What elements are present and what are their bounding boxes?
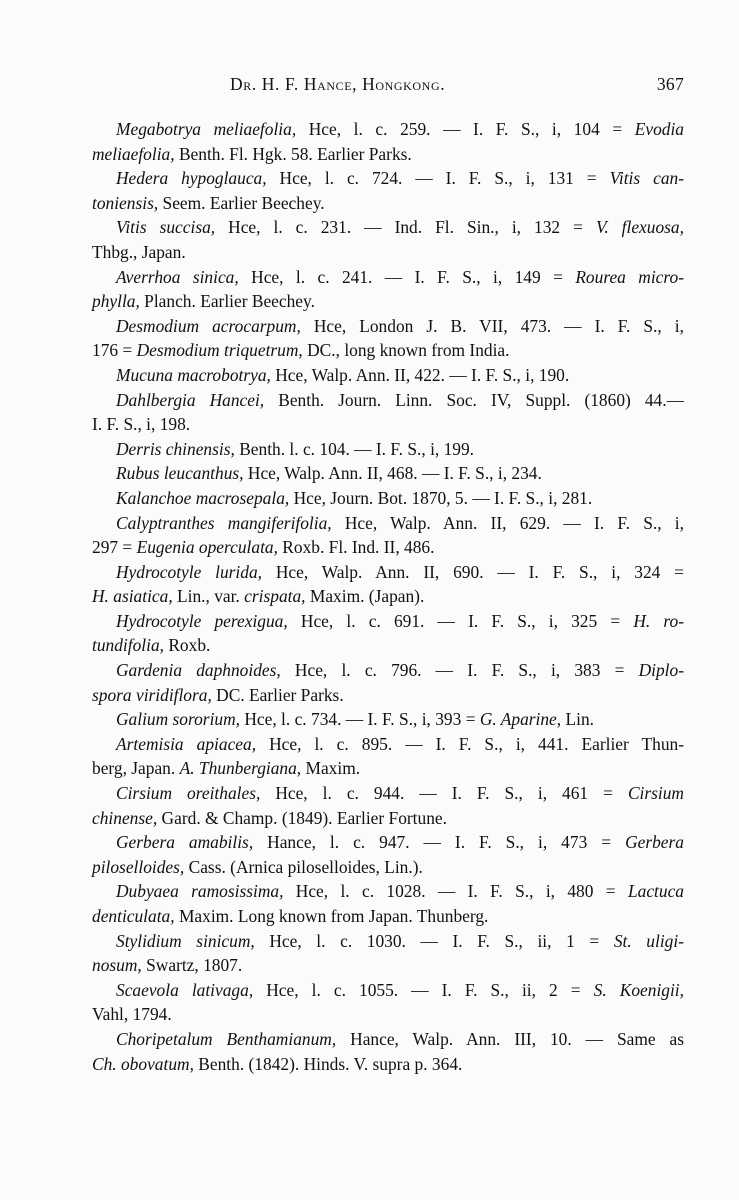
citation-text: Maxim. (Japan). [305, 586, 425, 607]
citation-text: 297 = [92, 537, 137, 558]
citation-text: Roxb. Fl. Ind. II, 486. [277, 537, 435, 558]
taxon-name: Rubus leucanthus, [116, 463, 244, 484]
taxon-name: Gerbera [625, 832, 684, 853]
taxon-name: Dahlbergia Hancei, [116, 389, 265, 410]
text-line [92, 978, 684, 1003]
text-line [92, 633, 684, 658]
text-line [92, 461, 684, 486]
line-content [116, 707, 594, 732]
citation-text: Cass. (Arnica piloselloides, Lin.). [184, 856, 423, 877]
text-line [92, 437, 684, 462]
text-line [92, 904, 684, 929]
taxon-name: H. asiatica, [92, 586, 173, 607]
citation-text: Hce, l. c. 691. — I. F. S., i, 325 = [287, 610, 634, 631]
taxon-name: nosum, [92, 955, 142, 976]
taxon-name: Dubyaea ramosissima, [116, 881, 284, 902]
citation-text: Swartz, 1807. [141, 955, 243, 976]
taxon-name: chinense, [92, 807, 158, 828]
citation-text: Hce, Walp. Ann. II, 629. — I. F. S., i, [331, 512, 684, 533]
text-line [92, 609, 684, 634]
citation-text: DC., long known from India. [302, 340, 510, 361]
taxon-name: Rourea micro- [575, 266, 684, 287]
taxon-name: Derris chinensis, [116, 438, 235, 459]
text-line [92, 584, 684, 609]
text-line [92, 658, 684, 683]
taxon-name: spora viridiflora, [92, 684, 212, 705]
text-line [92, 560, 684, 585]
text-line [92, 314, 684, 339]
text-line [92, 265, 684, 290]
text-line [92, 953, 684, 978]
line-content [116, 978, 684, 1003]
line-content [92, 855, 423, 880]
citation-text: I. F. S., i, 198. [92, 414, 191, 435]
text-line [92, 830, 684, 855]
citation-text: Hce, l. c. 241. — I. F. S., i, 149 = [238, 266, 576, 287]
citation-text: Maxim. Long known from Japan. Thunberg. [174, 906, 489, 926]
citation-text: 176 = [92, 340, 137, 361]
line-content [116, 437, 474, 462]
line-content [92, 953, 242, 978]
text-line [92, 756, 684, 781]
running-title: Dr. H. F. Hance, Hongkong. [230, 74, 446, 94]
taxon-name: Evodia [634, 119, 684, 139]
taxon-name: denticulata, [92, 906, 175, 926]
line-content [116, 486, 592, 511]
line-content [92, 683, 344, 708]
text-line [92, 363, 684, 388]
taxon-name: Eugenia operculata, [136, 537, 278, 558]
line-content [116, 461, 542, 486]
citation-text: Hce, l. c. 944. — I. F. S., i, 461 = [260, 783, 628, 804]
citation-text: Maxim. [301, 758, 361, 779]
text-line [92, 388, 684, 413]
line-content [116, 1027, 684, 1052]
text-line [92, 879, 684, 904]
line-content [92, 756, 360, 781]
citation-text: Hce, l. c. 796. — I. F. S., i, 383 = [280, 660, 639, 681]
citation-text: Hance, Walp. Ann. III, 10. — Same as [336, 1028, 685, 1049]
taxon-name: A. Thunbergiana, [179, 758, 302, 779]
citation-text: DC. Earlier Parks. [211, 684, 344, 705]
line-content [116, 117, 684, 142]
line-content [116, 388, 684, 413]
taxon-name: Diplo- [638, 660, 684, 681]
taxon-name: Megabotrya meliaefolia, [116, 119, 297, 139]
line-content [116, 560, 684, 585]
line-content [92, 633, 210, 658]
taxon-name: Desmodium acrocarpum, [116, 315, 301, 336]
citation-text: Hce, l. c. 895. — I. F. S., i, 441. Earlier Thun- [256, 733, 685, 754]
taxon-name: Artemisia apiacea, [116, 733, 257, 754]
taxon-name: Hydrocotyle perexigua, [116, 610, 288, 631]
taxon-name: Lactuca [627, 881, 684, 902]
citation-text: Benth. Fl. Hgk. 58. Earlier Parks. [174, 143, 412, 164]
citation-text: Thbg., Japan. [92, 241, 186, 262]
text-line [92, 781, 684, 806]
taxon-name: tundifolia, [92, 635, 164, 656]
line-content [92, 338, 510, 363]
citation-text: Lin. [561, 709, 594, 730]
citation-text: Hce, l. c. 1055. — I. F. S., ii, 2 = [253, 979, 594, 1000]
taxon-name: meliaefolia, [92, 143, 175, 164]
citation-text: Gard. & Champ. (1849). Earlier Fortune. [157, 807, 447, 828]
line-content [92, 806, 447, 831]
text-line [92, 240, 684, 265]
taxon-name: phylla, [92, 291, 140, 312]
line-content [116, 314, 684, 339]
line-content [116, 781, 684, 806]
citation-text: Hce, Journ. Bot. 1870, 5. — I. F. S., i, 281. [289, 487, 593, 508]
line-content [116, 609, 684, 634]
line-content [116, 265, 684, 290]
line-content [116, 879, 684, 904]
text-line [92, 1027, 684, 1052]
text-line [92, 683, 684, 708]
text-line [92, 1052, 684, 1077]
citation-text: Hance, l. c. 947. — I. F. S., i, 473 = [253, 832, 626, 853]
taxon-name: Choripetalum Benthamianum, [116, 1028, 337, 1049]
text-line [92, 732, 684, 757]
citation-text: Hce, Walp. Ann. II, 690. — I. F. S., i, 324 = [262, 561, 684, 582]
line-content [116, 658, 684, 683]
text-line [92, 511, 684, 536]
citation-text: Vahl, 1794. [92, 1004, 172, 1025]
taxon-name: Cirsium oreithales, [116, 783, 261, 804]
taxon-name: Gerbera amabilis, [116, 832, 254, 853]
line-content [92, 142, 412, 167]
taxon-name: Vitis can- [609, 168, 685, 189]
line-content [92, 584, 424, 609]
text-line [92, 166, 684, 191]
citation-text: Hce, Walp. Ann. II, 422. — I. F. S., i, 190. [270, 364, 570, 385]
page-number: 367 [656, 74, 684, 94]
text-line [92, 412, 684, 437]
taxon-name: Averrhoa sinica, [116, 266, 239, 287]
line-content [92, 1002, 172, 1027]
taxon-name: Vitis succisa, [116, 217, 216, 238]
taxon-name: Kalanchoe macrosepala, [116, 487, 290, 508]
line-content [116, 511, 684, 536]
citation-text: Hce, l. c. 231. — Ind. Fl. Sin., i, 132 = [215, 217, 596, 238]
text-line [92, 117, 684, 142]
taxon-name: G. Aparine, [479, 709, 562, 730]
taxon-name: Cirsium [627, 783, 684, 804]
citation-text: berg, Japan. [92, 758, 180, 779]
taxon-name: Stylidium sinicum, [116, 930, 255, 951]
species-list [92, 117, 684, 1076]
text-line [92, 338, 684, 363]
citation-text: Hce, l. c. 259. — I. F. S., i, 104 = [296, 119, 635, 139]
taxon-name: Scaevola lativaga, [116, 979, 254, 1000]
text-line [92, 806, 684, 831]
text-line [92, 486, 684, 511]
citation-text: Planch. Earlier Beechey. [139, 291, 315, 312]
taxon-name: V. flexuosa, [595, 217, 684, 238]
line-content [92, 412, 190, 437]
line-content [116, 830, 684, 855]
taxon-name: crispata, [244, 586, 306, 607]
line-content [92, 289, 315, 314]
line-content [92, 904, 488, 929]
text-line [92, 929, 684, 954]
taxon-name: H. ro- [633, 610, 684, 631]
taxon-name: Ch. obovatum, [92, 1053, 194, 1074]
taxon-name: Hydrocotyle lurida, [116, 561, 263, 582]
taxon-name: piloselloides, [92, 856, 185, 877]
citation-text: Hce, Walp. Ann. II, 468. — I. F. S., i, 234. [243, 463, 542, 484]
text-line [92, 191, 684, 216]
citation-text: Benth. l. c. 104. — I. F. S., i, 199. [234, 438, 475, 459]
taxon-name: Mucuna macrobotrya, [116, 364, 271, 385]
citation-text: Roxb. [163, 635, 211, 656]
line-content [92, 191, 325, 216]
taxon-name: Galium sororium, [116, 709, 241, 730]
citation-text: Hce, l. c. 734. — I. F. S., i, 393 = [240, 709, 480, 730]
taxon-name: toniensis, [92, 192, 159, 213]
citation-text: Hce, l. c. 724. — I. F. S., i, 131 = [266, 168, 610, 189]
line-content [116, 166, 684, 191]
taxon-name: Hedera hypoglauca, [116, 168, 267, 189]
taxon-name: Calyptranthes mangiferifolia, [116, 512, 332, 533]
taxon-name: Gardenia daphnoides, [116, 660, 281, 681]
line-content [116, 929, 684, 954]
citation-text: Lin., var. [172, 586, 245, 607]
line-content [92, 535, 434, 560]
text-line [92, 1002, 684, 1027]
citation-text: Benth. Journ. Linn. Soc. IV, Suppl. (1860) 44.— [264, 389, 684, 410]
line-content [116, 215, 684, 240]
line-content [92, 240, 186, 265]
citation-text: Hce, l. c. 1028. — I. F. S., i, 480 = [283, 881, 628, 902]
citation-text: Hce, London J. B. VII, 473. — I. F. S., i, [300, 315, 684, 336]
taxon-name: St. uligi- [613, 930, 684, 951]
text-line [92, 707, 684, 732]
text-line [92, 535, 684, 560]
line-content [92, 1052, 462, 1077]
page-header [92, 72, 684, 98]
taxon-name: Desmodium triquetrum, [136, 340, 303, 361]
line-content [116, 732, 684, 757]
text-line [92, 215, 684, 240]
citation-text: Benth. (1842). Hinds. V. supra p. 364. [193, 1053, 463, 1074]
text-line [92, 855, 684, 880]
line-content [116, 363, 569, 388]
citation-text: Seem. Earlier Beechey. [158, 192, 325, 213]
citation-text: Hce, l. c. 1030. — I. F. S., ii, 1 = [254, 930, 614, 951]
text-line [92, 142, 684, 167]
text-line [92, 289, 684, 314]
taxon-name: S. Koenigii, [593, 979, 684, 1000]
